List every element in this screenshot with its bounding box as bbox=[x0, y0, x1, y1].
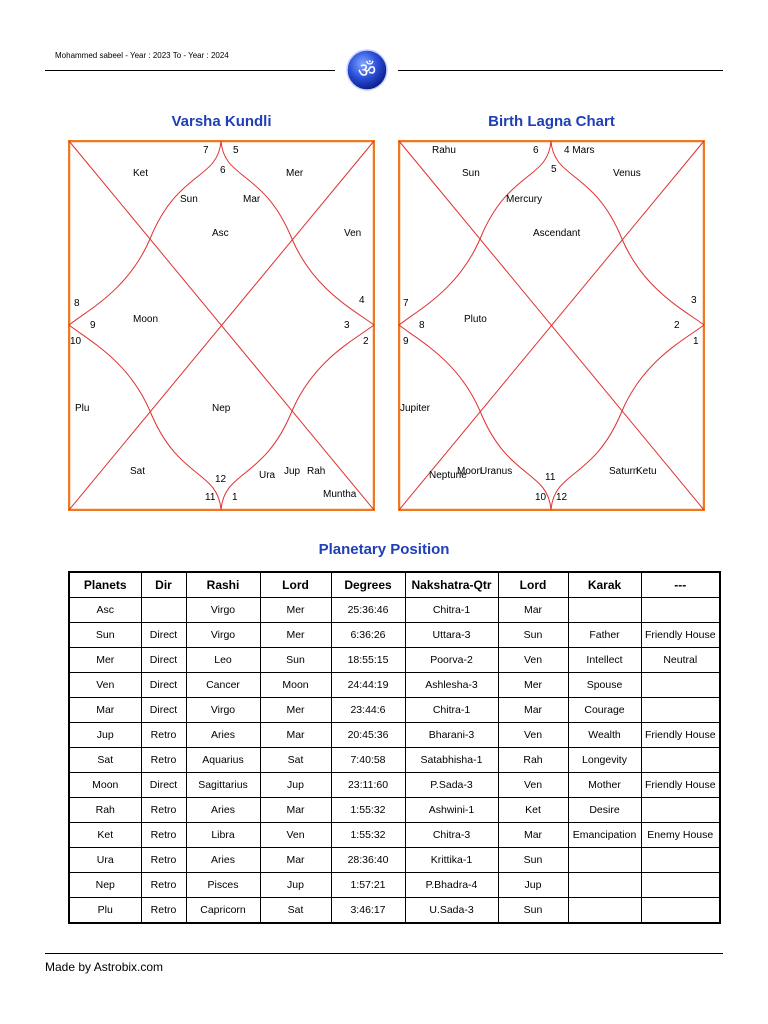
footer-credit: Made by Astrobix.com bbox=[45, 960, 164, 974]
table-cell: Friendly House bbox=[641, 773, 720, 798]
column-header: Lord bbox=[498, 572, 568, 598]
table-cell: Retro bbox=[141, 723, 186, 748]
chart-label: Ket bbox=[133, 168, 149, 179]
table-cell: Courage bbox=[568, 698, 641, 723]
birth-lagna-grid bbox=[398, 140, 705, 511]
chart-label: Jup bbox=[284, 466, 301, 477]
table-row bbox=[69, 773, 720, 798]
table-cell bbox=[641, 898, 720, 924]
table-cell: Chitra-1 bbox=[405, 598, 498, 623]
table-cell: 23:44:6 bbox=[331, 698, 405, 723]
table-cell: Moon bbox=[69, 773, 141, 798]
table-cell: Direct bbox=[141, 673, 186, 698]
chart-label: 1 bbox=[232, 492, 238, 503]
chart-label: Rahu bbox=[432, 145, 456, 156]
table-cell: Mar bbox=[498, 598, 568, 623]
planetary-position-title: Planetary Position bbox=[318, 541, 450, 558]
chart-label: 7 bbox=[203, 145, 209, 156]
table-cell: 25:36:46 bbox=[331, 598, 405, 623]
table-cell: P.Bhadra-4 bbox=[405, 873, 498, 898]
table-cell: Ket bbox=[69, 823, 141, 848]
table-cell: Ashlesha-3 bbox=[405, 673, 498, 698]
table-cell: Rah bbox=[69, 798, 141, 823]
table-cell: Longevity bbox=[568, 748, 641, 773]
table-cell bbox=[568, 598, 641, 623]
table-cell: Neutral bbox=[641, 648, 720, 673]
chart-label: 9 bbox=[403, 336, 409, 347]
table-cell: 18:55:15 bbox=[331, 648, 405, 673]
table-row bbox=[69, 648, 720, 673]
table-cell bbox=[641, 673, 720, 698]
table-row bbox=[69, 698, 720, 723]
table-cell bbox=[568, 848, 641, 873]
column-header: Planets bbox=[69, 572, 141, 598]
chart-label: 4 Mars bbox=[564, 145, 595, 156]
table-cell: Sun bbox=[498, 848, 568, 873]
table-cell: Poorva-2 bbox=[405, 648, 498, 673]
chart-label: 4 bbox=[359, 295, 365, 306]
table-cell bbox=[641, 748, 720, 773]
table-cell: Sun bbox=[498, 898, 568, 924]
table-cell: Ura bbox=[69, 848, 141, 873]
table-cell: Mar bbox=[260, 798, 331, 823]
table-cell: Direct bbox=[141, 698, 186, 723]
table-cell: Ven bbox=[69, 673, 141, 698]
chart-label: Plu bbox=[75, 403, 90, 414]
column-header: Nakshatra-Qtr bbox=[405, 572, 498, 598]
chart-label: Ascendant bbox=[533, 228, 581, 239]
table-cell: Mer bbox=[69, 648, 141, 673]
chart-label: Nep bbox=[212, 403, 231, 414]
table-row bbox=[69, 848, 720, 873]
chart-label: Uranus bbox=[480, 466, 513, 477]
table-cell: 1:57:21 bbox=[331, 873, 405, 898]
table-cell: Jup bbox=[260, 773, 331, 798]
table-cell: Plu bbox=[69, 898, 141, 924]
chart-label: 5 bbox=[551, 164, 557, 175]
table-row bbox=[69, 623, 720, 648]
footer-rule bbox=[45, 953, 723, 954]
table-cell: 6:36:26 bbox=[331, 623, 405, 648]
table-cell: Jup bbox=[260, 873, 331, 898]
table-cell: Friendly House bbox=[641, 623, 720, 648]
table-cell bbox=[641, 698, 720, 723]
table-cell: Sun bbox=[498, 623, 568, 648]
table-cell: Intellect bbox=[568, 648, 641, 673]
chart-label: 8 bbox=[419, 320, 425, 331]
column-header: Karak bbox=[568, 572, 641, 598]
chart-label: 7 bbox=[403, 298, 409, 309]
table-cell: Direct bbox=[141, 623, 186, 648]
chart-label: 11 bbox=[205, 492, 216, 503]
birth-lagna-title: Birth Lagna Chart bbox=[488, 113, 615, 130]
table-cell: Retro bbox=[141, 798, 186, 823]
chart-label: Rah bbox=[307, 466, 326, 477]
table-cell: Ven bbox=[260, 823, 331, 848]
table-cell: Direct bbox=[141, 773, 186, 798]
table-cell: Mer bbox=[260, 698, 331, 723]
table-cell: Mother bbox=[568, 773, 641, 798]
chart-label: Mar bbox=[243, 194, 261, 205]
table-cell: 20:45:36 bbox=[331, 723, 405, 748]
report-header: Mohammed sabeel - Year : 2023 To - Year : 2024 bbox=[55, 51, 229, 60]
table-row bbox=[69, 673, 720, 698]
table-cell: P.Sada-3 bbox=[405, 773, 498, 798]
table-cell: Virgo bbox=[186, 598, 260, 623]
table-cell: Aries bbox=[186, 798, 260, 823]
varsha-kundli-grid bbox=[68, 140, 375, 511]
table-cell: Aquarius bbox=[186, 748, 260, 773]
table-cell: Aries bbox=[186, 723, 260, 748]
table-cell: Uttara-3 bbox=[405, 623, 498, 648]
table-row bbox=[69, 898, 720, 924]
table-cell: Asc bbox=[69, 598, 141, 623]
chart-label: 9 bbox=[90, 320, 96, 331]
chart-label: Moon bbox=[457, 466, 483, 477]
table-cell: Chitra-1 bbox=[405, 698, 498, 723]
table-cell: Friendly House bbox=[641, 723, 720, 748]
table-cell bbox=[568, 898, 641, 924]
om-symbol-icon bbox=[345, 48, 389, 92]
chart-label: 8 bbox=[74, 298, 80, 309]
column-header: Lord bbox=[260, 572, 331, 598]
chart-label: 3 bbox=[344, 320, 350, 331]
table-cell: Virgo bbox=[186, 623, 260, 648]
table-cell: 28:36:40 bbox=[331, 848, 405, 873]
table-cell: Ven bbox=[498, 773, 568, 798]
chart-label: Venus bbox=[613, 168, 641, 179]
chart-label: Mercury bbox=[506, 194, 543, 205]
table-cell: Sagittarius bbox=[186, 773, 260, 798]
table-cell: Krittika-1 bbox=[405, 848, 498, 873]
table-row bbox=[69, 798, 720, 823]
svg-text:ॐ: ॐ bbox=[357, 58, 377, 82]
column-header: --- bbox=[641, 572, 720, 598]
table-cell: 24:44:19 bbox=[331, 673, 405, 698]
table-cell: Retro bbox=[141, 848, 186, 873]
table-row bbox=[69, 823, 720, 848]
chart-label: Moon bbox=[133, 314, 159, 325]
chart-label: 10 bbox=[535, 492, 547, 503]
chart-label: Jupiter bbox=[400, 403, 431, 414]
table-cell: Retro bbox=[141, 873, 186, 898]
table-cell: Emancipation bbox=[568, 823, 641, 848]
table-cell: Aries bbox=[186, 848, 260, 873]
chart-label: Ketu bbox=[636, 466, 657, 477]
chart-label: Mer bbox=[286, 168, 304, 179]
table-row bbox=[69, 748, 720, 773]
table-cell: 23:11:60 bbox=[331, 773, 405, 798]
table-cell: Ket bbox=[498, 798, 568, 823]
chart-label: 12 bbox=[215, 474, 227, 485]
table-cell: Mar bbox=[498, 698, 568, 723]
chart-label: 6 bbox=[220, 165, 226, 176]
header-rule-right bbox=[398, 70, 723, 71]
table-cell: Leo bbox=[186, 648, 260, 673]
table-cell: Jup bbox=[69, 723, 141, 748]
chart-label: 6 bbox=[533, 145, 539, 156]
table-cell: Rah bbox=[498, 748, 568, 773]
chart-label: 2 bbox=[674, 320, 680, 331]
chart-label: 3 bbox=[691, 295, 697, 306]
table-cell: Mer bbox=[498, 673, 568, 698]
table-cell: Desire bbox=[568, 798, 641, 823]
chart-label: 1 bbox=[693, 336, 699, 347]
chart-label: Ven bbox=[344, 228, 362, 239]
varsha-kundli-title: Varsha Kundli bbox=[171, 113, 272, 130]
chart-label: Neptune bbox=[429, 470, 467, 481]
table-cell: Capricorn bbox=[186, 898, 260, 924]
chart-label: Ura bbox=[259, 470, 276, 481]
table-header-row bbox=[69, 572, 720, 598]
chart-label: Muntha bbox=[323, 489, 357, 500]
table-cell: Retro bbox=[141, 823, 186, 848]
chart-label: 10 bbox=[70, 336, 82, 347]
table-cell: Sat bbox=[260, 748, 331, 773]
table-cell: Retro bbox=[141, 748, 186, 773]
table-cell: 1:55:32 bbox=[331, 798, 405, 823]
table-row bbox=[69, 723, 720, 748]
table-cell bbox=[641, 798, 720, 823]
column-header: Rashi bbox=[186, 572, 260, 598]
chart-label: Pluto bbox=[464, 314, 487, 325]
chart-label: Saturn bbox=[609, 466, 639, 477]
table-cell: Ven bbox=[498, 648, 568, 673]
table-cell: Cancer bbox=[186, 673, 260, 698]
chart-label: 2 bbox=[363, 336, 369, 347]
table-cell bbox=[641, 873, 720, 898]
table-cell: U.Sada-3 bbox=[405, 898, 498, 924]
table-cell: 3:46:17 bbox=[331, 898, 405, 924]
table-cell: Sat bbox=[260, 898, 331, 924]
table-cell: Enemy House bbox=[641, 823, 720, 848]
table-cell: Wealth bbox=[568, 723, 641, 748]
table-cell: 1:55:32 bbox=[331, 823, 405, 848]
table-cell bbox=[141, 598, 186, 623]
column-header: Degrees bbox=[331, 572, 405, 598]
chart-label: 11 bbox=[545, 472, 556, 483]
table-cell: Father bbox=[568, 623, 641, 648]
chart-label: Sun bbox=[462, 168, 480, 179]
chart-label: Sun bbox=[180, 194, 198, 205]
table-cell: 7:40:58 bbox=[331, 748, 405, 773]
table-cell bbox=[641, 848, 720, 873]
varsha-kundli-chart bbox=[68, 140, 375, 511]
table-cell: Mar bbox=[260, 848, 331, 873]
table-cell: Pisces bbox=[186, 873, 260, 898]
table-cell: Sat bbox=[69, 748, 141, 773]
table-cell: Sun bbox=[69, 623, 141, 648]
table-cell: Mer bbox=[260, 623, 331, 648]
table-body bbox=[69, 598, 720, 924]
table-row bbox=[69, 873, 720, 898]
table-cell: Mar bbox=[260, 723, 331, 748]
table-cell: Mar bbox=[69, 698, 141, 723]
chart-label: 12 bbox=[556, 492, 568, 503]
table-cell: Jup bbox=[498, 873, 568, 898]
table-cell: Virgo bbox=[186, 698, 260, 723]
table-cell: Ashwini-1 bbox=[405, 798, 498, 823]
chart-label: Sat bbox=[130, 466, 146, 477]
header-rule-left bbox=[45, 70, 335, 71]
table-cell bbox=[568, 873, 641, 898]
table-cell: Satabhisha-1 bbox=[405, 748, 498, 773]
table-cell: Chitra-3 bbox=[405, 823, 498, 848]
planetary-position-table bbox=[68, 571, 721, 924]
table-cell: Retro bbox=[141, 898, 186, 924]
table-cell bbox=[641, 598, 720, 623]
column-header: Dir bbox=[141, 572, 186, 598]
table-cell: Mer bbox=[260, 598, 331, 623]
table-row bbox=[69, 598, 720, 623]
table-cell: Moon bbox=[260, 673, 331, 698]
table-cell: Nep bbox=[69, 873, 141, 898]
table-cell: Spouse bbox=[568, 673, 641, 698]
birth-lagna-chart bbox=[398, 140, 705, 511]
table-cell: Bharani-3 bbox=[405, 723, 498, 748]
table-cell: Libra bbox=[186, 823, 260, 848]
table-cell: Ven bbox=[498, 723, 568, 748]
table-cell: Sun bbox=[260, 648, 331, 673]
chart-label: 5 bbox=[233, 145, 239, 156]
table-cell: Direct bbox=[141, 648, 186, 673]
chart-label: Asc bbox=[212, 228, 229, 239]
table-cell: Mar bbox=[498, 823, 568, 848]
